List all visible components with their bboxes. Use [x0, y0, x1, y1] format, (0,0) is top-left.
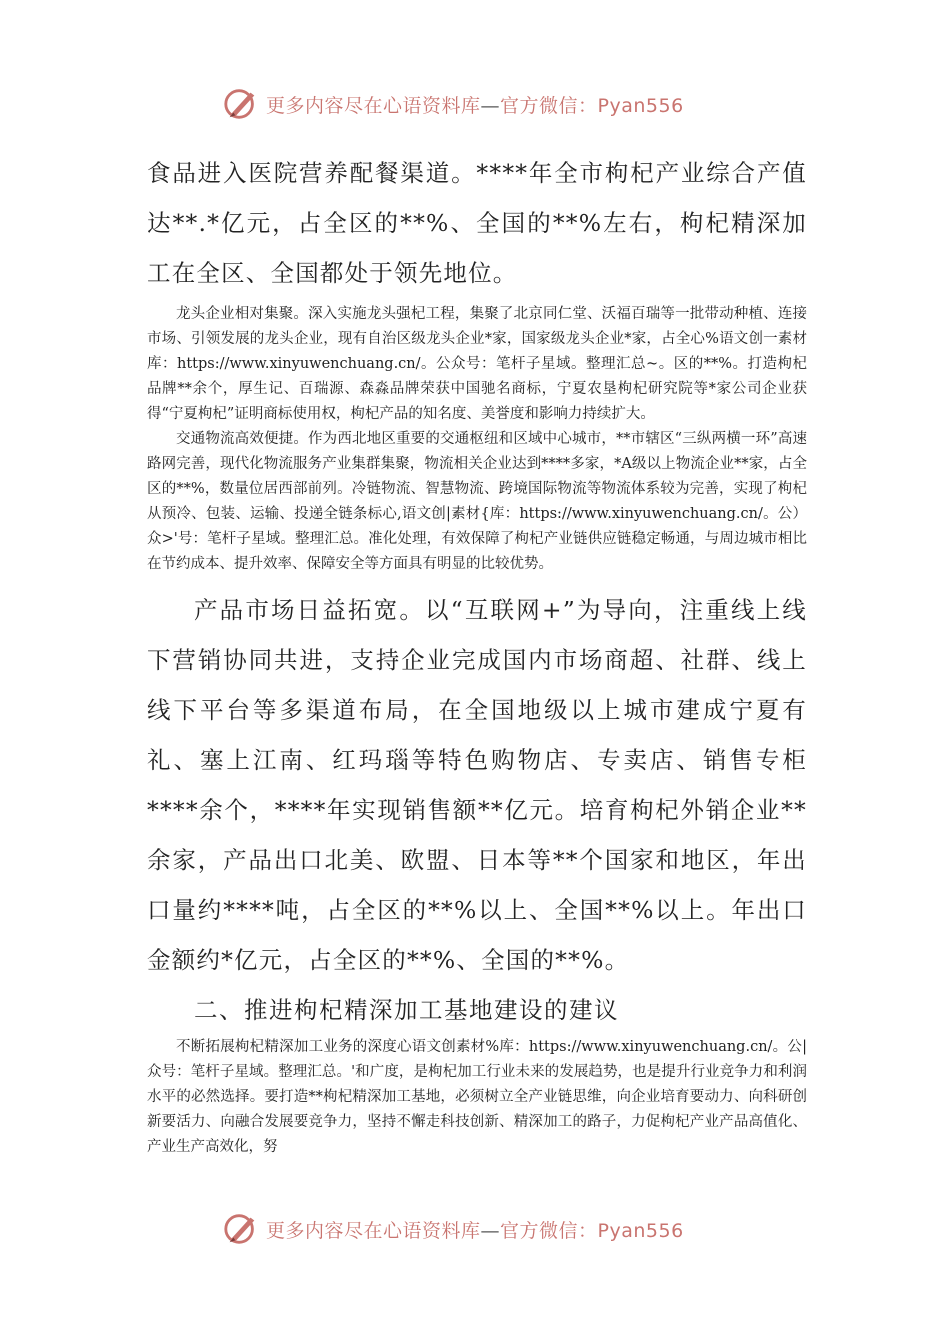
watermark-banner-bottom — [222, 1209, 742, 1249]
pen-circle-logo-icon — [222, 85, 260, 123]
paragraph-5: 不断拓展枸杞精深加工业务的深度心语文创素材%库：https://www.xinyuwenchuang.cn/。公|众号：笔杆子星域。整理汇总。'和广度，是枸杞加工行业未来的发展趋势，也是提升行业竞争力和利润水平的必然选择。要打造**枸杞精深加工基地，必须树立全产业链思维，向企业培育要动力、向科研创新要活力、向融合发展要竞争力，坚持不懈走科技创新、精深加工的路子，力促枸杞产业产品高值化、产业生产高效化，努 — [147, 1039, 807, 1155]
watermark-separator: — — [480, 1219, 501, 1242]
watermark-id: Pyan556 — [597, 1219, 684, 1242]
watermark-suffix: 官方微信： — [500, 94, 598, 117]
document-body — [147, 148, 807, 1160]
paragraph-2: 龙头企业相对集聚。深入实施龙头强杞工程，集聚了北京同仁堂、沃福百瑞等一批带动种植、连接市场、引领发展的龙头企业，现有自治区级龙头企业*家，国家级龙头企业*家，占全心%语文创一素材库：https://www.xinyuwenchuang.cn/。公众号：笔杆子星域。整理汇总~。区的**%。打造枸杞品牌**余个，厚生记、百瑞源、森淼品牌荣获中国驰名商标，宁夏农垦枸杞研究院等*家公司企业获得“宁夏枸杞”证明商标使用权，枸杞产品的知名度、美誉度和影响力持续扩大。 — [147, 306, 807, 422]
paragraph-1: 食品进入医院营养配餐渠道。****年全市枸杞产业综合产值达**.*亿元，占全区的**%、全国的**%左右，枸杞精深加工在全区、全国都处于领先地位。 — [147, 159, 807, 287]
watermark-main: 更多内容尽在心语资料库 — [266, 1219, 481, 1242]
paragraph-3: 交通物流高效便捷。作为西北地区重要的交通枢纽和区域中心城市，**市辖区“三纵两横一环”高速路网完善，现代化物流服务产业集群集聚，物流相关企业达到****多家，*A级以上物流企业**家，占全区的**%，数量位居西部前列。冷链物流、智慧物流、跨境国际物流等物流体系较为完善，实现了枸杞从预冷、包装、运输、投递全链条标心,语文创|素材{库：https://www.xinyuwenchuang.cn/。公）众>'号：笔杆子星域。整理汇总。准化处理，有效保障了枸杞产业链供应链稳定畅通，与周边城市相比在节约成本、提升效率、保障安全等方面具有明显的比较优势。 — [147, 431, 807, 572]
watermark-id: Pyan556 — [597, 94, 684, 117]
pen-circle-logo-icon — [222, 1210, 260, 1248]
watermark-separator: — — [480, 94, 501, 117]
section-heading: 二、推进枸杞精深加工基地建设的建议 — [194, 996, 619, 1024]
watermark-text — [266, 91, 684, 118]
watermark-text — [266, 1216, 684, 1243]
watermark-suffix: 官方微信： — [500, 1219, 598, 1242]
paragraph-4: 产品市场日益拓宽。以“互联网+”为导向，注重线上线下营销协同共进，支持企业完成国内市场商超、社群、线上线下平台等多渠道布局，在全国地级以上城市建成宁夏有礼、塞上江南、红玛瑙等特色购物店、专卖店、销售专柜****余个，****年实现销售额**亿元。培育枸杞外销企业**余家，产品出口北美、欧盟、日本等**个国家和地区，年出口量约****吨，占全区的**%以上、全国**%以上。年出口金额约*亿元，占全区的**%、全国的**%。 — [147, 596, 807, 974]
watermark-banner-top — [222, 84, 742, 124]
watermark-main: 更多内容尽在心语资料库 — [266, 94, 481, 117]
